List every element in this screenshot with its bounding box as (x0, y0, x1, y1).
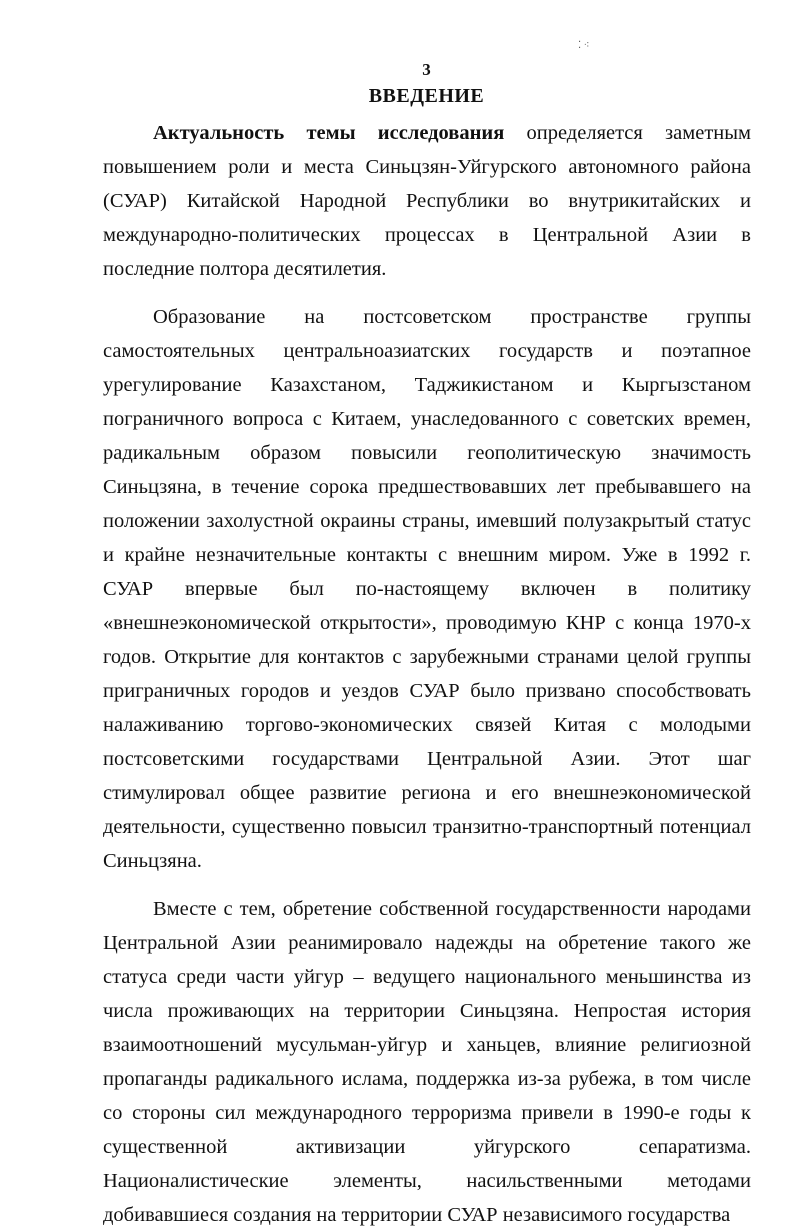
paragraph-lead: Актуальность темы исследования (153, 122, 505, 144)
section-heading: ВВЕДЕНИЕ (368, 85, 485, 107)
scan-speck: ⁚ ⁖ (578, 40, 590, 51)
paragraph-1 (103, 116, 751, 286)
paragraph-1-text: определяется заметным повышением роли и места Синьцзян-Уйгурского автономного района (СУАР) Китайской Народной Республики во внутрикитайских и международно-политических процессах в Центральной Азии в последние полтора десятилетия. (103, 122, 751, 280)
paragraph-2: Образование на постсоветском пространстве группы самостоятельных центральноазиатских государств и поэтапное урегулирование Казахстаном, Таджикистаном и Кыргызстаном пограничного вопроса с Китаем, унаследованного с советских времен, радикальным образом повысили геополитическую значимость Синьцзяна, в течение сорока предшествовавших лет пребывавшего на положении захолустной окраины страны, имевший полузакрытый статус и крайне незначительные контакты с внешним миром. Уже в 1992 г. СУАР впервые был по-настоящему включен в политику «внешнеэкономической открытости», проводимую КНР с конца 1970-х годов. Открытие для контактов с зарубежными странами целой группы приграничных городов и уездов СУАР было призвано способствовать налаживанию торгово-экономических связей Китая с молодыми постсоветскими государствами Центральной Азии. Этот шаг стимулировал общее развитие региона и его внешнеэкономической деятельности, существенно повысил транзитно-транспортный потенциал Синьцзяна. (103, 306, 751, 872)
body-text (103, 116, 751, 1232)
paragraph-3: Вместе с тем, обретение собственной государственности народами Центральной Азии реанимировало надежды на обретение такого же статуса среди части уйгур – ведущего национального меньшинства из числа проживающих на территории Синьцзяна. Непростая история взаимоотношений мусульман-уйгур и ханьцев, влияние религиозной пропаганды радикального ислама, поддержка из-за рубежа, в том числе со стороны сил международного терроризма привели в 1990-е годы к существенной активизации уйгурского сепаратизма. Националистические элементы, насильственными методами добивавшиеся создания на территории СУАР независимого государства (103, 898, 751, 1226)
page-number: 3 (422, 60, 431, 79)
